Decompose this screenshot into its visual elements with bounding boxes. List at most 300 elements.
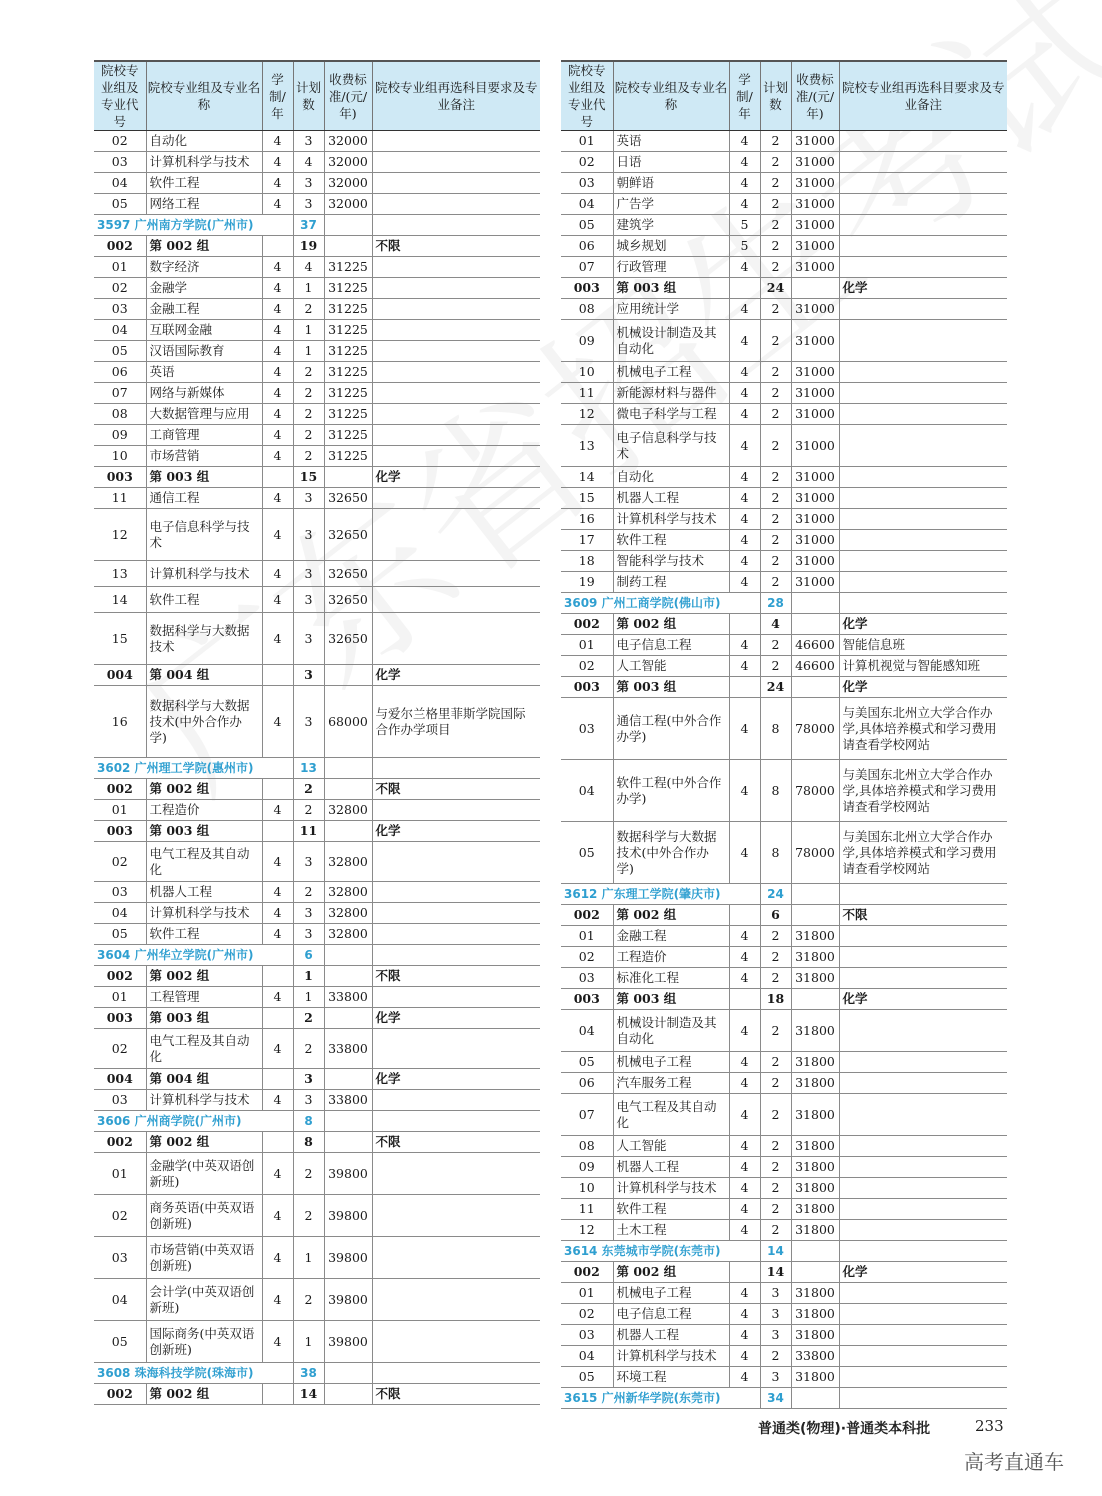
- major-note: [372, 613, 540, 665]
- major-name: 计算机科学与技术: [146, 903, 262, 924]
- major-years: 4: [729, 1052, 760, 1073]
- major-note: [839, 1346, 1007, 1367]
- empty-cell: [791, 593, 839, 614]
- major-fee: 32800: [324, 903, 372, 924]
- major-code: 14: [561, 467, 613, 488]
- major-row: [94, 1029, 540, 1069]
- empty-cell: [324, 1111, 372, 1132]
- empty-cell: [324, 1132, 372, 1153]
- major-row: [561, 530, 1007, 551]
- major-name: 数字经济: [146, 257, 262, 278]
- group-name: 第 002 组: [146, 779, 262, 800]
- school-row: [94, 1363, 540, 1384]
- major-code: 03: [94, 1090, 146, 1111]
- major-name: 市场营销: [146, 446, 262, 467]
- major-row: [94, 1090, 540, 1111]
- major-fee: 31000: [791, 320, 839, 362]
- major-years: 4: [729, 362, 760, 383]
- major-name: 机器人工程: [613, 1157, 729, 1178]
- major-code: 01: [94, 987, 146, 1008]
- major-years: 4: [729, 257, 760, 278]
- major-fee: 39800: [324, 1237, 372, 1279]
- major-row: [94, 173, 540, 194]
- major-name: 标准化工程: [613, 968, 729, 989]
- major-plan: 3: [293, 131, 324, 152]
- major-row: [94, 800, 540, 821]
- major-row: [561, 1178, 1007, 1199]
- major-fee: 32800: [324, 882, 372, 903]
- group-plan: 19: [293, 236, 324, 257]
- major-fee: 31225: [324, 341, 372, 362]
- major-name: 计算机科学与技术: [613, 1178, 729, 1199]
- group-name: 第 004 组: [146, 665, 262, 686]
- group-name: 第 003 组: [613, 278, 729, 299]
- major-code: 01: [561, 926, 613, 947]
- school-plan: 37: [293, 215, 324, 236]
- major-fee: 33800: [791, 1346, 839, 1367]
- school-plan: 14: [760, 1241, 791, 1262]
- empty-cell: [262, 779, 293, 800]
- major-row: [94, 1279, 540, 1321]
- group-row: [94, 821, 540, 842]
- major-plan: 3: [293, 924, 324, 945]
- major-fee: 32800: [324, 924, 372, 945]
- table-header-row: [561, 61, 1007, 131]
- header-name: 院校专业组及专业名称: [146, 61, 262, 131]
- major-fee: 32650: [324, 587, 372, 613]
- empty-cell: [372, 1363, 540, 1384]
- major-row: [561, 173, 1007, 194]
- major-row: [94, 587, 540, 613]
- major-name: 工商管理: [146, 425, 262, 446]
- major-code: 08: [561, 299, 613, 320]
- group-plan: 24: [760, 278, 791, 299]
- major-code: 08: [94, 404, 146, 425]
- major-name: 国际商务(中英双语创新班): [146, 1321, 262, 1363]
- major-plan: 2: [760, 926, 791, 947]
- major-name: 软件工程: [613, 530, 729, 551]
- major-fee: 31000: [791, 362, 839, 383]
- major-fee: 32800: [324, 842, 372, 882]
- major-note: [372, 383, 540, 404]
- major-code: 02: [561, 656, 613, 677]
- major-name: 电子信息工程: [613, 1304, 729, 1325]
- major-note: [372, 320, 540, 341]
- empty-cell: [839, 1241, 1007, 1262]
- major-code: 05: [561, 1367, 613, 1388]
- major-name: 机械电子工程: [613, 362, 729, 383]
- major-code: 02: [561, 152, 613, 173]
- major-plan: 3: [760, 1283, 791, 1304]
- major-note: [839, 551, 1007, 572]
- major-name: 网络工程: [146, 194, 262, 215]
- major-note: [839, 194, 1007, 215]
- major-years: 4: [262, 278, 293, 299]
- major-row: [561, 488, 1007, 509]
- major-plan: 4: [293, 257, 324, 278]
- major-fee: 31000: [791, 530, 839, 551]
- major-years: 4: [729, 425, 760, 467]
- major-row: [561, 425, 1007, 467]
- group-row: [94, 966, 540, 987]
- major-name: 英语: [146, 362, 262, 383]
- major-years: 4: [729, 926, 760, 947]
- empty-cell: [262, 467, 293, 488]
- major-years: 4: [729, 1304, 760, 1325]
- group-requirement: 化学: [839, 1262, 1007, 1283]
- major-fee: 31225: [324, 446, 372, 467]
- major-years: 4: [729, 1220, 760, 1241]
- major-years: 4: [262, 446, 293, 467]
- major-plan: 2: [760, 215, 791, 236]
- major-row: [94, 404, 540, 425]
- major-years: 4: [262, 924, 293, 945]
- major-years: 4: [729, 1199, 760, 1220]
- major-plan: 1: [293, 320, 324, 341]
- major-name: 机器人工程: [613, 1325, 729, 1346]
- major-plan: 2: [760, 1346, 791, 1367]
- major-note: [372, 1321, 540, 1363]
- major-plan: 2: [760, 530, 791, 551]
- major-note: [839, 299, 1007, 320]
- major-name: 大数据管理与应用: [146, 404, 262, 425]
- major-note: [839, 1136, 1007, 1157]
- major-plan: 2: [760, 1136, 791, 1157]
- major-fee: 32650: [324, 613, 372, 665]
- major-plan: 2: [760, 173, 791, 194]
- major-name: 土木工程: [613, 1220, 729, 1241]
- major-plan: 2: [760, 1220, 791, 1241]
- major-years: 4: [729, 1010, 760, 1052]
- major-code: 03: [561, 173, 613, 194]
- group-plan: 18: [760, 989, 791, 1010]
- major-name: 自动化: [146, 131, 262, 152]
- major-years: 4: [729, 152, 760, 173]
- school-plan: 24: [760, 884, 791, 905]
- group-name: 第 003 组: [146, 1008, 262, 1029]
- empty-cell: [372, 215, 540, 236]
- major-fee: 31000: [791, 467, 839, 488]
- group-name: 第 003 组: [146, 467, 262, 488]
- major-name: 电子信息科学与技术: [146, 509, 262, 561]
- major-years: 4: [262, 842, 293, 882]
- major-name: 电子信息科学与技术: [613, 425, 729, 467]
- major-name: 金融工程: [146, 299, 262, 320]
- major-code: 17: [561, 530, 613, 551]
- major-fee: 33800: [324, 1029, 372, 1069]
- major-code: 01: [94, 1153, 146, 1195]
- empty-cell: [791, 1262, 839, 1283]
- major-years: 4: [729, 131, 760, 152]
- major-note: [839, 1010, 1007, 1052]
- group-code: 002: [561, 905, 613, 926]
- empty-cell: [791, 905, 839, 926]
- major-code: 09: [94, 425, 146, 446]
- major-row: [561, 1346, 1007, 1367]
- major-code: 04: [561, 760, 613, 822]
- empty-cell: [262, 1008, 293, 1029]
- major-name: 英语: [613, 131, 729, 152]
- major-note: [372, 404, 540, 425]
- major-years: 4: [729, 1325, 760, 1346]
- major-note: [372, 987, 540, 1008]
- major-code: 06: [561, 236, 613, 257]
- major-code: 10: [94, 446, 146, 467]
- major-name: 数据科学与大数据技术: [146, 613, 262, 665]
- school-name: 3597 广州南方学院(广州市): [94, 215, 293, 236]
- major-row: [561, 572, 1007, 593]
- major-row: [94, 1321, 540, 1363]
- school-name: 3606 广州商学院(广州市): [94, 1111, 293, 1132]
- major-years: 4: [729, 383, 760, 404]
- group-requirement: 化学: [839, 614, 1007, 635]
- major-row: [94, 488, 540, 509]
- major-code: 12: [94, 509, 146, 561]
- major-fee: 32000: [324, 173, 372, 194]
- major-note: [372, 561, 540, 587]
- school-name: 3609 广州工商学院(佛山市): [561, 593, 760, 614]
- major-code: 01: [94, 800, 146, 821]
- major-name: 行政管理: [613, 257, 729, 278]
- school-row: [94, 945, 540, 966]
- major-name: 计算机科学与技术: [613, 509, 729, 530]
- major-note: [839, 404, 1007, 425]
- empty-cell: [324, 758, 372, 779]
- major-code: 10: [561, 362, 613, 383]
- empty-cell: [791, 884, 839, 905]
- major-years: 4: [262, 1237, 293, 1279]
- major-fee: 31000: [791, 404, 839, 425]
- major-plan: 1: [293, 1237, 324, 1279]
- empty-cell: [324, 1384, 372, 1405]
- group-plan: 15: [293, 467, 324, 488]
- enrollment-table-left: [94, 60, 540, 1405]
- major-plan: 1: [293, 1321, 324, 1363]
- empty-cell: [262, 1132, 293, 1153]
- major-fee: 31800: [791, 1304, 839, 1325]
- major-years: 4: [729, 1178, 760, 1199]
- major-name: 软件工程: [146, 924, 262, 945]
- group-requirement: 化学: [372, 1008, 540, 1029]
- major-note: [839, 173, 1007, 194]
- major-years: 4: [262, 1195, 293, 1237]
- major-fee: 32650: [324, 509, 372, 561]
- major-plan: 3: [293, 194, 324, 215]
- group-requirement: 不限: [372, 966, 540, 987]
- major-years: 4: [729, 404, 760, 425]
- major-note: [839, 926, 1007, 947]
- major-code: 03: [561, 968, 613, 989]
- group-code: 003: [94, 821, 146, 842]
- major-row: [561, 551, 1007, 572]
- major-plan: 2: [293, 362, 324, 383]
- table-body-right: [561, 131, 1007, 1409]
- major-note: [839, 1178, 1007, 1199]
- major-name: 计算机科学与技术: [613, 1346, 729, 1367]
- major-plan: 2: [760, 131, 791, 152]
- major-code: 05: [561, 822, 613, 884]
- major-note: [839, 467, 1007, 488]
- major-fee: 31800: [791, 968, 839, 989]
- major-years: 4: [262, 1153, 293, 1195]
- major-code: 16: [94, 686, 146, 758]
- group-code: 003: [561, 278, 613, 299]
- major-row: [561, 1304, 1007, 1325]
- major-row: [94, 194, 540, 215]
- empty-cell: [839, 1388, 1007, 1409]
- empty-cell: [324, 1008, 372, 1029]
- major-fee: 31800: [791, 1094, 839, 1136]
- major-years: 4: [729, 947, 760, 968]
- group-row: [94, 1008, 540, 1029]
- major-row: [561, 1367, 1007, 1388]
- major-row: [561, 257, 1007, 278]
- major-fee: 39800: [324, 1321, 372, 1363]
- group-name: 第 002 组: [146, 236, 262, 257]
- major-plan: 2: [760, 236, 791, 257]
- major-name: 机器人工程: [146, 882, 262, 903]
- major-plan: 2: [760, 572, 791, 593]
- major-years: 4: [729, 299, 760, 320]
- major-name: 工程管理: [146, 987, 262, 1008]
- major-fee: 31000: [791, 236, 839, 257]
- school-name: 3615 广州新华学院(东莞市): [561, 1388, 760, 1409]
- major-name: 自动化: [613, 467, 729, 488]
- major-code: 05: [561, 215, 613, 236]
- major-fee: 32800: [324, 800, 372, 821]
- group-name: 第 003 组: [613, 989, 729, 1010]
- major-note: [372, 800, 540, 821]
- major-note: [839, 131, 1007, 152]
- group-code: 003: [561, 677, 613, 698]
- group-requirement: 化学: [372, 1069, 540, 1090]
- empty-cell: [372, 1111, 540, 1132]
- major-row: [94, 1237, 540, 1279]
- empty-cell: [262, 236, 293, 257]
- major-plan: 3: [293, 587, 324, 613]
- major-code: 03: [94, 299, 146, 320]
- major-row: [561, 1010, 1007, 1052]
- major-years: 4: [262, 173, 293, 194]
- major-name: 互联网金融: [146, 320, 262, 341]
- major-fee: 31800: [791, 1136, 839, 1157]
- group-plan: 3: [293, 665, 324, 686]
- group-plan: 4: [760, 614, 791, 635]
- major-fee: 31800: [791, 1220, 839, 1241]
- major-row: [561, 926, 1007, 947]
- major-fee: 39800: [324, 1279, 372, 1321]
- major-plan: 2: [760, 299, 791, 320]
- major-years: 4: [729, 635, 760, 656]
- empty-cell: [324, 236, 372, 257]
- empty-cell: [262, 1069, 293, 1090]
- major-plan: 2: [760, 383, 791, 404]
- major-plan: 3: [760, 1367, 791, 1388]
- major-note: [839, 1073, 1007, 1094]
- major-plan: 3: [293, 903, 324, 924]
- empty-cell: [791, 1388, 839, 1409]
- major-row: [561, 509, 1007, 530]
- major-note: [372, 842, 540, 882]
- major-name: 日语: [613, 152, 729, 173]
- major-plan: 2: [760, 656, 791, 677]
- school-row: [561, 593, 1007, 614]
- major-row: [561, 1136, 1007, 1157]
- group-requirement: 化学: [839, 989, 1007, 1010]
- empty-cell: [729, 278, 760, 299]
- major-fee: 31000: [791, 425, 839, 467]
- major-years: 4: [262, 341, 293, 362]
- major-name: 新能源材料与器件: [613, 383, 729, 404]
- major-fee: 32650: [324, 488, 372, 509]
- major-years: 4: [262, 686, 293, 758]
- major-years: 4: [729, 1346, 760, 1367]
- school-row: [94, 215, 540, 236]
- empty-cell: [729, 989, 760, 1010]
- major-plan: 2: [760, 1010, 791, 1052]
- major-code: 07: [561, 257, 613, 278]
- major-note: 与爱尔兰格里菲斯学院国际合作办学项目: [372, 686, 540, 758]
- major-fee: 33800: [324, 1090, 372, 1111]
- major-note: [372, 924, 540, 945]
- major-plan: 2: [760, 1178, 791, 1199]
- empty-cell: [262, 821, 293, 842]
- group-code: 002: [94, 966, 146, 987]
- major-plan: 2: [293, 1153, 324, 1195]
- major-code: 02: [94, 131, 146, 152]
- major-code: 09: [561, 320, 613, 362]
- major-code: 03: [94, 152, 146, 173]
- major-row: [561, 1157, 1007, 1178]
- empty-cell: [324, 467, 372, 488]
- major-name: 汽车服务工程: [613, 1073, 729, 1094]
- major-note: [372, 1153, 540, 1195]
- group-name: 第 002 组: [146, 966, 262, 987]
- major-row: [561, 698, 1007, 760]
- school-row: [561, 1388, 1007, 1409]
- group-plan: 24: [760, 677, 791, 698]
- major-row: [94, 383, 540, 404]
- group-requirement: 不限: [372, 236, 540, 257]
- major-years: 4: [729, 1157, 760, 1178]
- major-plan: 2: [760, 1094, 791, 1136]
- group-row: [94, 1384, 540, 1405]
- major-row: [561, 1325, 1007, 1346]
- group-code: 003: [561, 989, 613, 1010]
- major-note: [372, 488, 540, 509]
- major-code: 13: [561, 425, 613, 467]
- major-row: [561, 656, 1007, 677]
- header-plan: 计划数: [760, 61, 791, 131]
- empty-cell: [791, 989, 839, 1010]
- major-plan: 3: [293, 613, 324, 665]
- major-code: 03: [94, 882, 146, 903]
- major-note: 与美国东北州立大学合作办学,具体培养模式和学习费用请查看学校网站: [839, 760, 1007, 822]
- major-note: [372, 1090, 540, 1111]
- major-years: 4: [729, 698, 760, 760]
- major-fee: 31000: [791, 551, 839, 572]
- group-row: [561, 1262, 1007, 1283]
- major-plan: 2: [760, 404, 791, 425]
- header-code: 院校专业组及专业代号: [94, 61, 146, 131]
- major-row: [94, 299, 540, 320]
- major-years: 5: [729, 215, 760, 236]
- major-fee: 31000: [791, 215, 839, 236]
- major-row: [561, 1052, 1007, 1073]
- major-code: 10: [561, 1178, 613, 1199]
- major-plan: 2: [760, 362, 791, 383]
- major-fee: 31000: [791, 152, 839, 173]
